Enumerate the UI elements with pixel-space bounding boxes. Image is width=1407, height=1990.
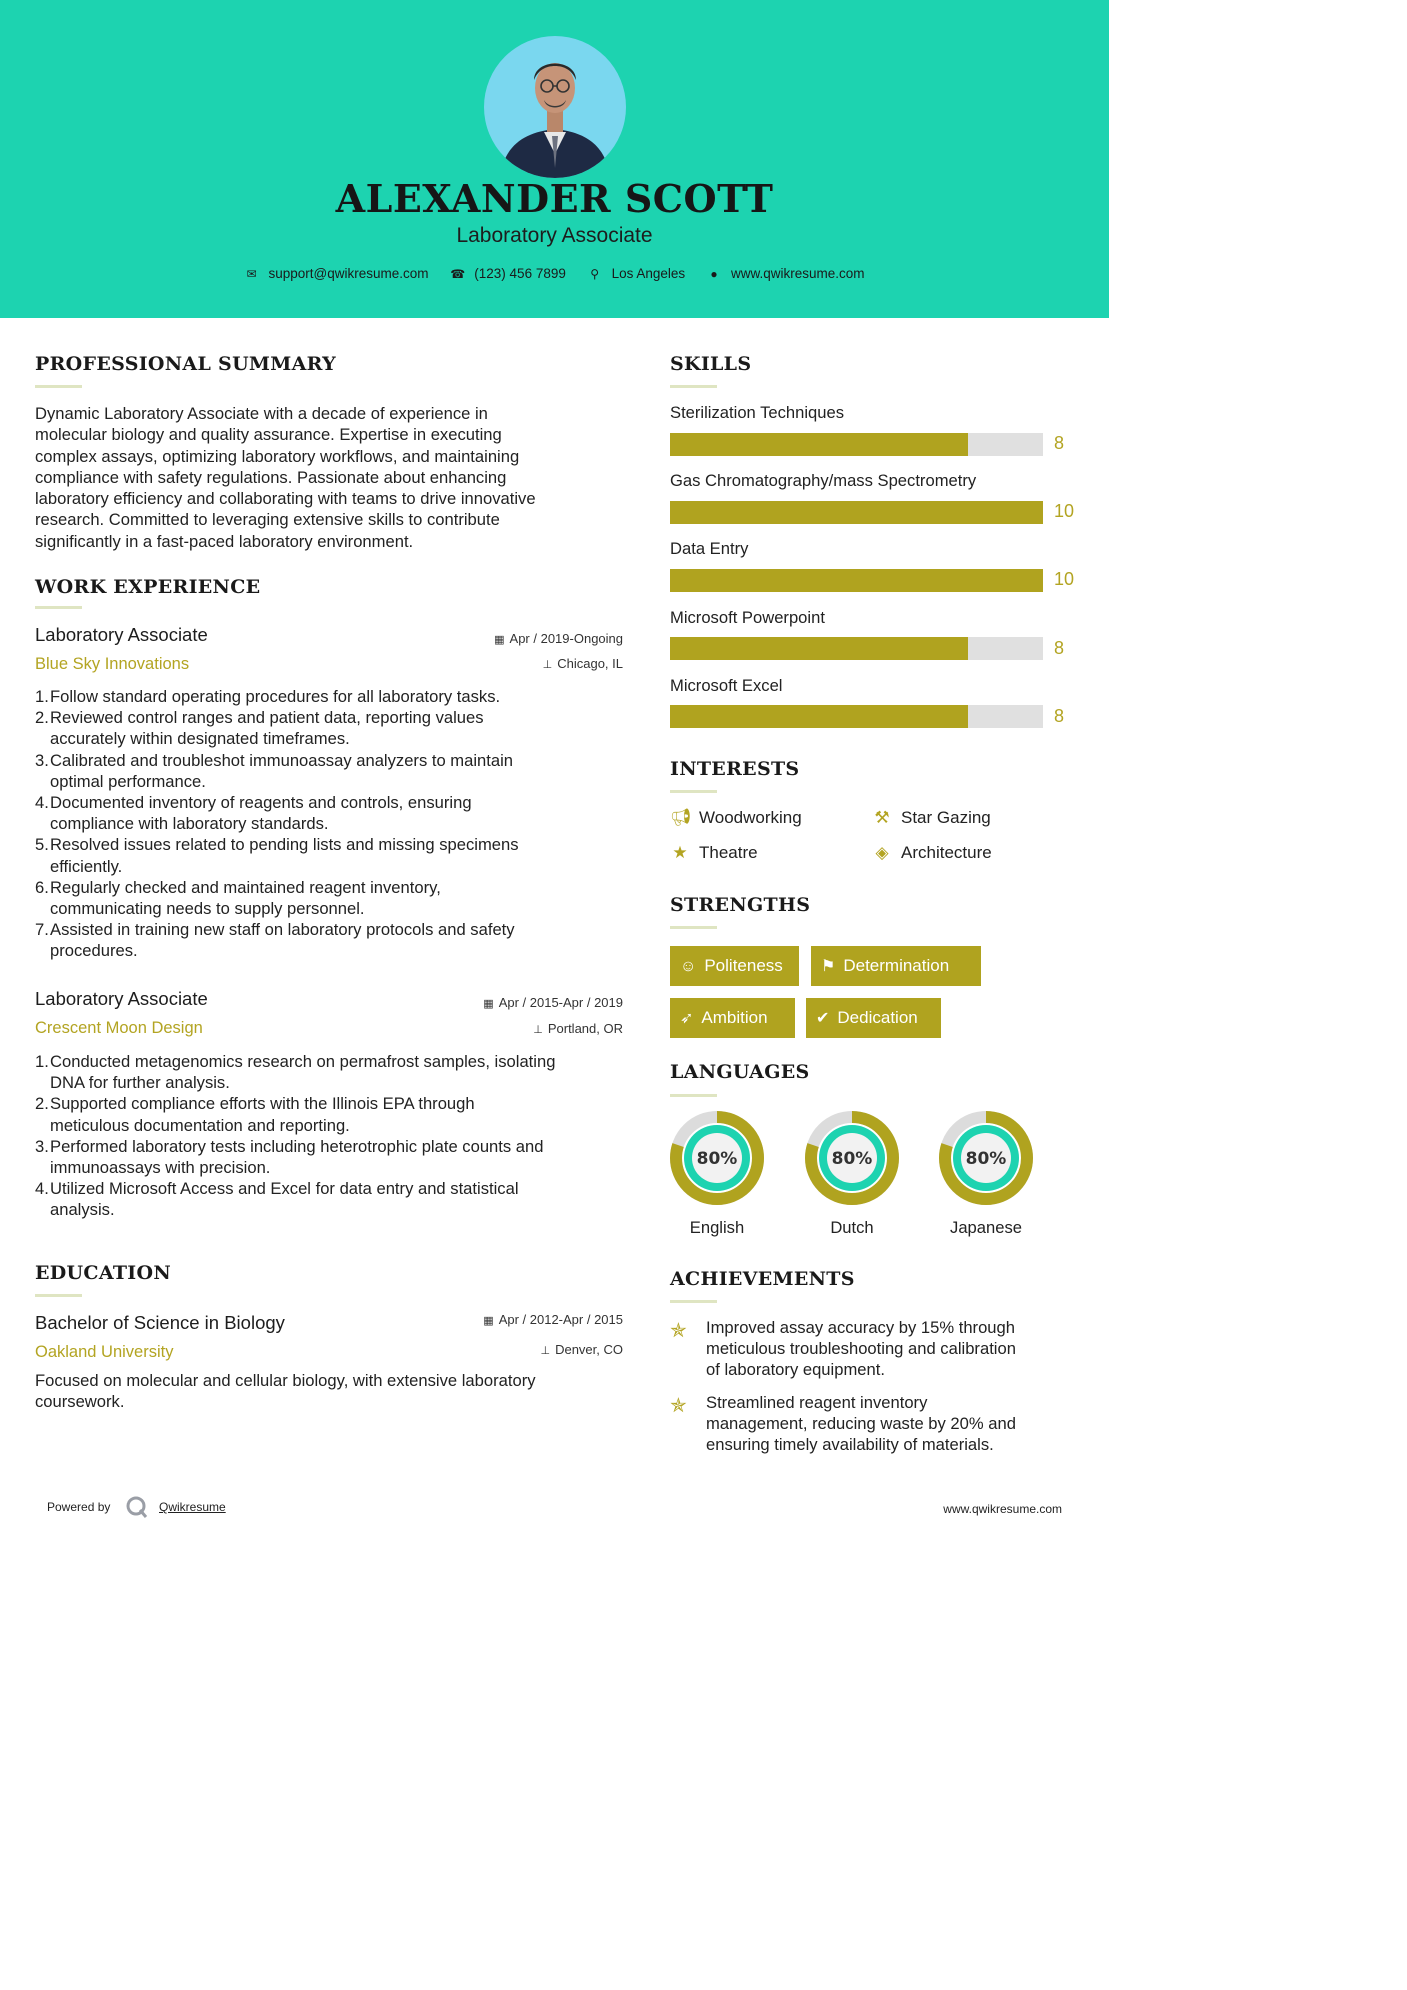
language-ring-svg [669, 1110, 765, 1206]
interests-heading: INTERESTS [670, 758, 800, 780]
candidate-name: ALEXANDER SCOTT [335, 176, 774, 221]
skill-value: 10 [1054, 569, 1075, 589]
job-company: Crescent Moon Design [35, 1019, 203, 1037]
strength-label: Determination [843, 956, 950, 975]
skill-value: 8 [1054, 638, 1065, 658]
skill-bar [670, 637, 1043, 660]
interest-item [872, 843, 992, 863]
skill-bar [670, 501, 1043, 524]
footer-url[interactable]: www.qwikresume.com [943, 1502, 1062, 1516]
education-date [483, 1312, 623, 1327]
language-ring [938, 1110, 1034, 1206]
star-icon: ★ [672, 843, 688, 862]
achievement-line: of laboratory equipment. [706, 1360, 885, 1380]
duty-line: communicating needs to supply personnel. [50, 899, 365, 919]
star-badge-icon: ✯ [670, 1395, 687, 1417]
interest-item [670, 843, 758, 863]
job-location-text: Chicago, IL [557, 656, 623, 671]
interest-item [670, 808, 802, 828]
skill-bar-fill [670, 705, 968, 728]
experience-heading: WORK EXPERIENCE [35, 576, 261, 598]
list-item: 5. Resolved issues related to pending lists and missing specimens efficiently. [36, 834, 636, 876]
strength-tag [811, 946, 981, 986]
job-location [543, 656, 623, 671]
skill-value: 10 [1054, 501, 1075, 521]
skill-name: Microsoft Excel [670, 676, 783, 695]
contact-phone-text: (123) 456 7899 [474, 266, 566, 281]
job-title: Laboratory Associate [35, 988, 208, 1009]
skill-bar-fill [670, 569, 1043, 592]
strength-label: Ambition [701, 1008, 768, 1027]
education-underline [35, 1294, 82, 1297]
education-line: Focused on molecular and cellular biology, with extensive laboratory [35, 1371, 536, 1390]
interest-label: Woodworking [699, 808, 802, 827]
contact-bar [0, 266, 1109, 281]
rocket-icon: ➶ [680, 1010, 694, 1027]
education-location-text: Denver, CO [555, 1342, 623, 1357]
envelope-icon: ✉ [246, 267, 257, 281]
achievement-item [706, 1317, 1086, 1381]
job-date-text: Apr / 2019-Ongoing [509, 631, 623, 646]
experience-underline [35, 606, 82, 609]
summary-line: research. Committed to leveraging extensive skills to contribute [35, 510, 500, 530]
language-name: Dutch [830, 1218, 874, 1237]
duty-line: Calibrated and troubleshot immunoassay analyzers to maintain [50, 750, 514, 770]
person-portrait-icon [484, 36, 626, 178]
duty-line: Documented inventory of reagents and controls, ensuring [50, 793, 472, 813]
languages-heading: LANGUAGES [670, 1061, 810, 1083]
skill-name: Data Entry [670, 539, 749, 558]
contact-phone[interactable] [450, 266, 566, 281]
job-date [483, 995, 623, 1010]
duty-line: optimal performance. [50, 771, 206, 791]
globe-icon: ● [710, 267, 718, 281]
calendar-icon: ▦ [483, 998, 494, 1010]
degree-title: Bachelor of Science in Biology [35, 1312, 285, 1333]
duty-line: analysis. [50, 1200, 115, 1220]
duty-line: Regularly checked and maintained reagent inventory, [50, 877, 441, 897]
achievement-item [706, 1392, 1086, 1456]
skills-heading: SKILLS [670, 353, 752, 375]
list-item: 2. Reviewed control ranges and patient data, reporting values accurately within designated timeframes. [36, 707, 636, 749]
job-location [533, 1021, 623, 1036]
contact-website[interactable] [707, 266, 865, 281]
duty-line: accurately within designated timeframes. [50, 729, 350, 749]
check-circle-icon: ✔ [816, 1010, 830, 1027]
skill-bar-fill [670, 501, 1043, 524]
contact-email[interactable] [245, 266, 429, 281]
pin-icon: ⊥ [540, 1345, 551, 1357]
interest-label: Star Gazing [901, 808, 991, 827]
skill-bar [670, 433, 1043, 456]
education-heading: EDUCATION [35, 1262, 171, 1284]
pin-icon: ⊥ [542, 659, 553, 671]
skill-value: 8 [1054, 433, 1065, 453]
achievement-line: meticulous troubleshooting and calibration [706, 1339, 1016, 1359]
language-ring-svg [938, 1110, 1034, 1206]
duty-line: Supported compliance efforts with the Illinois EPA through [50, 1094, 475, 1114]
education-description [35, 1370, 536, 1413]
calendar-icon: ▦ [483, 1315, 494, 1327]
list-item: 4. Documented inventory of reagents and controls, ensuring compliance with laboratory standards. [36, 792, 636, 834]
summary-line: molecular biology and quality assurance. Expertise in executing [35, 425, 502, 445]
summary-underline [35, 385, 82, 388]
duty-line: Reviewed control ranges and patient data, reporting values [50, 708, 484, 728]
summary-line: compliance with safety regulations. Passionate about enhancing [35, 467, 507, 487]
job-company: Blue Sky Innovations [35, 655, 190, 673]
strength-label: Politeness [704, 956, 783, 975]
languages-underline [670, 1094, 717, 1097]
smile-icon: ☺ [680, 958, 697, 975]
skill-name: Gas Chromatography/mass Spectrometry [670, 471, 977, 490]
contact-email-text: support@qwikresume.com [268, 266, 429, 281]
skill-bar [670, 705, 1043, 728]
contact-location [588, 266, 686, 281]
strengths-underline [670, 926, 717, 929]
achievements-underline [670, 1300, 717, 1303]
skill-bar-fill [670, 637, 968, 660]
resume-header [0, 0, 1109, 318]
interest-item [872, 808, 991, 828]
list-item: 2. Supported compliance efforts with the Illinois EPA through meticulous documentation and reporting. [36, 1093, 636, 1135]
strength-tag [670, 946, 799, 986]
list-item: 4. Utilized Microsoft Access and Excel for data entry and statistical analysis. [36, 1178, 636, 1220]
language-percent-label: 80% [696, 1149, 738, 1169]
bullhorn-icon: 📢︎ [670, 808, 692, 827]
interest-label: Architecture [901, 843, 992, 862]
contact-website-text: www.qwikresume.com [730, 266, 865, 281]
profile-photo [484, 36, 626, 178]
duty-line: Performed laboratory tests including heterotrophic plate counts and [50, 1136, 544, 1156]
duty-line: DNA for further analysis. [50, 1073, 230, 1093]
list-item: 1. Conducted metagenomics research on permafrost samples, isolating DNA for further analysis. [36, 1051, 636, 1093]
pin-icon: ⊥ [533, 1024, 543, 1036]
duty-line: compliance with laboratory standards. [50, 814, 329, 834]
language-name: English [689, 1218, 745, 1237]
summary-line: complex assays, optimizing laboratory workflows, and maintaining [35, 446, 520, 466]
language-ring-svg [804, 1110, 900, 1206]
summary-line: laboratory efficiency and collaborating with teams to drive innovative [35, 489, 536, 509]
duty-line: Resolved issues related to pending lists and missing specimens [50, 835, 519, 855]
qwikresume-logo-icon [125, 1495, 149, 1519]
interest-label: Theatre [699, 843, 758, 862]
qwikresume-link[interactable]: Qwikresume [159, 1500, 226, 1514]
skill-value: 8 [1054, 706, 1065, 726]
list-item: 3. Performed laboratory tests including heterotrophic plate counts and immunoassays with precision. [36, 1136, 636, 1178]
summary-text [35, 403, 536, 552]
achievement-line: Streamlined reagent inventory [706, 1393, 928, 1412]
phone-icon: ☎ [450, 267, 466, 281]
contact-location-text: Los Angeles [611, 266, 686, 281]
language-name: Japanese [950, 1218, 1022, 1237]
duty-line: Follow standard operating procedures for all laboratory tasks. [50, 687, 501, 706]
skill-name: Sterilization Techniques [670, 403, 845, 422]
skills-underline [670, 385, 717, 388]
achievements-heading: ACHIEVEMENTS [670, 1268, 855, 1290]
language-percent-label: 80% [965, 1149, 1007, 1169]
gavel-icon: ⚒ [874, 808, 890, 827]
education-line: coursework. [35, 1392, 125, 1412]
duty-line: efficiently. [50, 856, 123, 876]
duty-line: procedures. [50, 941, 138, 961]
interests-underline [670, 790, 717, 793]
job-date-text: Apr / 2015-Apr / 2019 [498, 995, 623, 1010]
summary-line: Dynamic Laboratory Associate with a decade of experience in [35, 404, 488, 423]
list-item: 1. Follow standard operating procedures for all laboratory tasks. [36, 686, 636, 707]
candidate-role: Laboratory Associate [456, 224, 653, 247]
list-item: 3. Calibrated and troubleshot immunoassay analyzers to maintain optimal performance. [36, 750, 636, 792]
job-location-text: Portland, OR [547, 1021, 623, 1036]
job-date [494, 631, 623, 646]
summary-line: significantly in a fast-paced laboratory environment. [35, 531, 414, 551]
achievement-line: Improved assay accuracy by 15% through [706, 1318, 1015, 1337]
strength-tag [806, 998, 941, 1038]
star-badge-icon: ✯ [670, 1320, 687, 1342]
education-date-text: Apr / 2012-Apr / 2015 [498, 1312, 623, 1327]
list-item: 6. Regularly checked and maintained reagent inventory, communicating needs to supply personnel. [36, 877, 636, 919]
job-duties [36, 1051, 636, 1221]
skill-bar-fill [670, 433, 968, 456]
language-ring [669, 1110, 765, 1206]
language-ring [804, 1110, 900, 1206]
strength-tag [670, 998, 795, 1038]
job-title: Laboratory Associate [35, 624, 208, 645]
duty-line: meticulous documentation and reporting. [50, 1115, 350, 1135]
school-name: Oakland University [35, 1343, 174, 1361]
powered-by-label: Powered by [47, 1500, 111, 1514]
job-duties [36, 686, 636, 962]
duty-line: Assisted in training new staff on laboratory protocols and safety [50, 920, 515, 940]
duty-line: Utilized Microsoft Access and Excel for data entry and statistical [50, 1179, 519, 1199]
achievement-line: management, reducing waste by 20% and [706, 1414, 1016, 1434]
strength-label: Dedication [837, 1008, 918, 1027]
summary-heading: PROFESSIONAL SUMMARY [35, 353, 337, 375]
ticket-icon: ◈ [875, 843, 889, 862]
calendar-icon: ▦ [494, 634, 505, 646]
strengths-heading: STRENGTHS [670, 894, 811, 916]
duty-line: immunoassays with precision. [50, 1158, 271, 1178]
skill-name: Microsoft Powerpoint [670, 608, 825, 627]
achievement-line: ensuring timely availability of materials. [706, 1435, 994, 1455]
language-percent-label: 80% [831, 1149, 873, 1169]
skill-bar [670, 569, 1043, 592]
flag-icon: ⚑ [821, 958, 836, 975]
duty-line: Conducted metagenomics research on permafrost samples, isolating [50, 1052, 556, 1071]
education-location [540, 1342, 623, 1357]
list-item: 7. Assisted in training new staff on laboratory protocols and safety procedures. [36, 919, 636, 961]
map-marker-icon: ⚲ [590, 267, 600, 281]
